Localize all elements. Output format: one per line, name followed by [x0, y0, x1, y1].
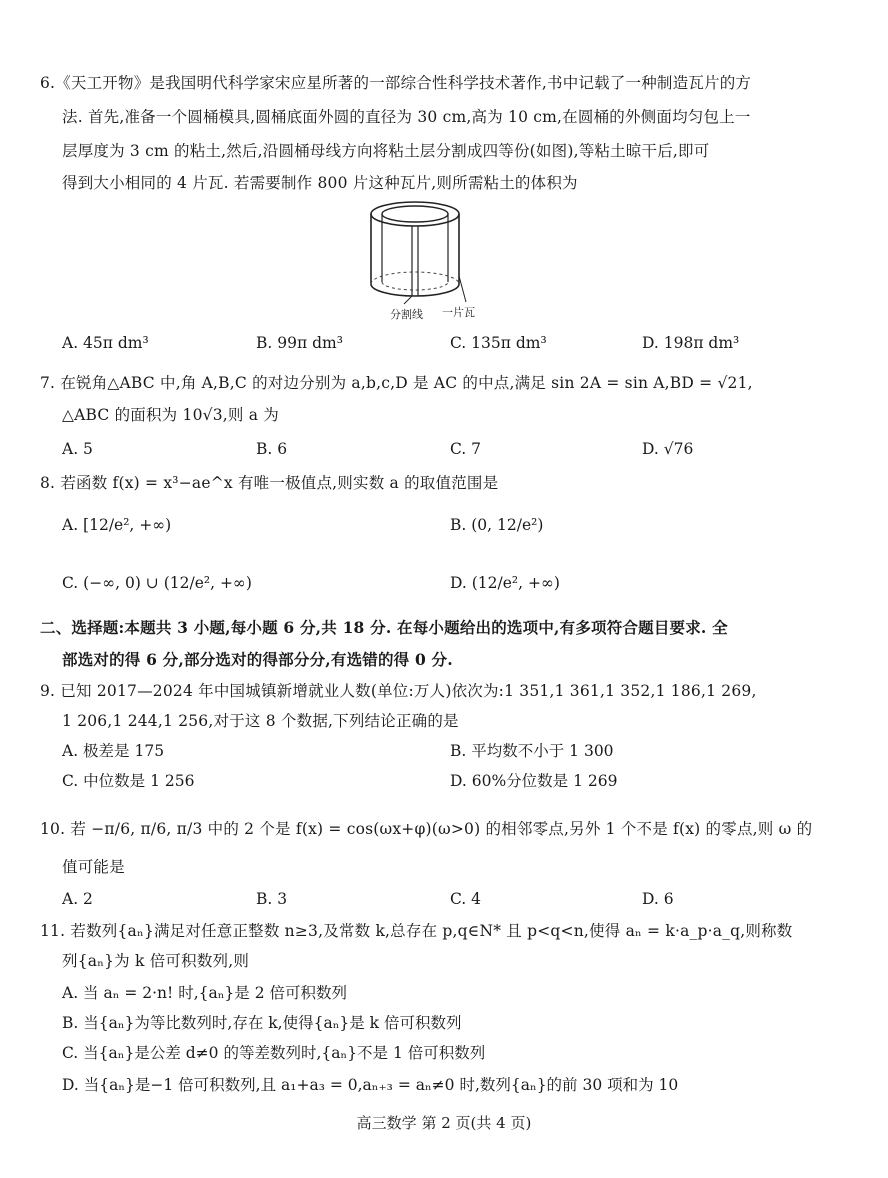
- q8-option-a: A. [12/e², +∞): [62, 516, 172, 534]
- q6-cylinder-figure: [360, 196, 490, 322]
- q11-option-d: D. 当{aₙ}是−1 倍可积数列,且 a₁+a₃ = 0,aₙ₊₃ = aₙ≠0 时,数列{aₙ}的前 30 项和为 10: [62, 1076, 679, 1094]
- q10-line-2: 值可能是: [62, 858, 125, 876]
- q7-option-a: A. 5: [62, 440, 93, 458]
- q6-option-b: B. 99π dm³: [256, 334, 343, 352]
- q10-option-d: D. 6: [642, 890, 674, 908]
- q6-line-4: 得到大小相同的 4 片瓦. 若需要制作 800 片这种瓦片,则所需粘土的体积为: [62, 174, 578, 192]
- q9-line-1: 9. 已知 2017—2024 年中国城镇新增就业人数(单位:万人)依次为:1 351,1 361,1 352,1 186,1 269,: [40, 682, 757, 700]
- q6-option-c: C. 135π dm³: [450, 334, 547, 352]
- q6-line-1: 6.《天工开物》是我国明代科学家宋应星所著的一部综合性科学技术著作,书中记载了一种制造瓦片的方: [40, 74, 752, 92]
- q7-option-d: D. √76: [642, 440, 694, 458]
- q9-option-b: B. 平均数不小于 1 300: [450, 742, 614, 760]
- q8-line: 8. 若函数 f(x) = x³−ae^x 有唯一极值点,则实数 a 的取值范围是: [40, 474, 499, 492]
- q6-line-2: 法. 首先,准备一个圆桶模具,圆桶底面外圆的直径为 30 cm,高为 10 cm,在圆桶的外侧面均匀包上一: [62, 108, 751, 126]
- q6-option-a: A. 45π dm³: [62, 334, 149, 352]
- q8-option-c: C. (−∞, 0) ∪ (12/e², +∞): [62, 574, 252, 592]
- q9-option-c: C. 中位数是 1 256: [62, 772, 195, 790]
- q11-option-c: C. 当{aₙ}是公差 d≠0 的等差数列时,{aₙ}不是 1 倍可积数列: [62, 1044, 486, 1062]
- q6-line-3: 层厚度为 3 cm 的粘土,然后,沿圆桶母线方向将粘土层分割成四等份(如图),等粘土晾干后,即可: [62, 142, 710, 160]
- section2-line-1: 二、选择题:本题共 3 小题,每小题 6 分,共 18 分. 在每小题给出的选项中,有多项符合题目要求. 全: [40, 618, 728, 637]
- q6-option-d: D. 198π dm³: [642, 334, 740, 352]
- q11-line-1: 11. 若数列{aₙ}满足对任意正整数 n≥3,及常数 k,总存在 p,q∈N* 且 p<q<n,使得 aₙ = k·a_p·a_q,则称数: [40, 922, 793, 940]
- q11-option-b: B. 当{aₙ}为等比数列时,存在 k,使得{aₙ}是 k 倍可积数列: [62, 1014, 462, 1032]
- q11-line-2: 列{aₙ}为 k 倍可积数列,则: [62, 952, 250, 970]
- q10-line-1: 10. 若 −π/6, π/6, π/3 中的 2 个是 f(x) = cos(ωx+φ)(ω>0) 的相邻零点,另外 1 个不是 f(x) 的零点,则 ω 的: [40, 820, 813, 838]
- q8-option-d: D. (12/e², +∞): [450, 574, 560, 592]
- q8-option-b: B. (0, 12/e²): [450, 516, 544, 534]
- q7-line-2: △ABC 的面积为 10√3,则 a 为: [62, 406, 279, 424]
- q7-line-1: 7. 在锐角△ABC 中,角 A,B,C 的对边分别为 a,b,c,D 是 AC 的中点,满足 sin 2A = sin A,BD = √21,: [40, 374, 753, 392]
- q10-option-a: A. 2: [62, 890, 93, 908]
- section2-line-2: 部选对的得 6 分,部分选对的得部分分,有选错的得 0 分.: [62, 650, 453, 669]
- page-footer: 高三数学 第 2 页(共 4 页): [356, 1114, 532, 1132]
- q10-option-b: B. 3: [256, 890, 288, 908]
- q9-option-d: D. 60%分位数是 1 269: [450, 772, 618, 790]
- q7-option-b: B. 6: [256, 440, 288, 458]
- q9-option-a: A. 极差是 175: [62, 742, 165, 760]
- q6-figure-label-split: 分割线: [390, 308, 423, 321]
- q10-option-c: C. 4: [450, 890, 482, 908]
- q6-figure-label-tile: 一片瓦: [442, 306, 475, 319]
- q11-option-a: A. 当 aₙ = 2·n! 时,{aₙ}是 2 倍可积数列: [62, 984, 348, 1002]
- q9-line-2: 1 206,1 244,1 256,对于这 8 个数据,下列结论正确的是: [62, 712, 459, 730]
- q7-option-c: C. 7: [450, 440, 482, 458]
